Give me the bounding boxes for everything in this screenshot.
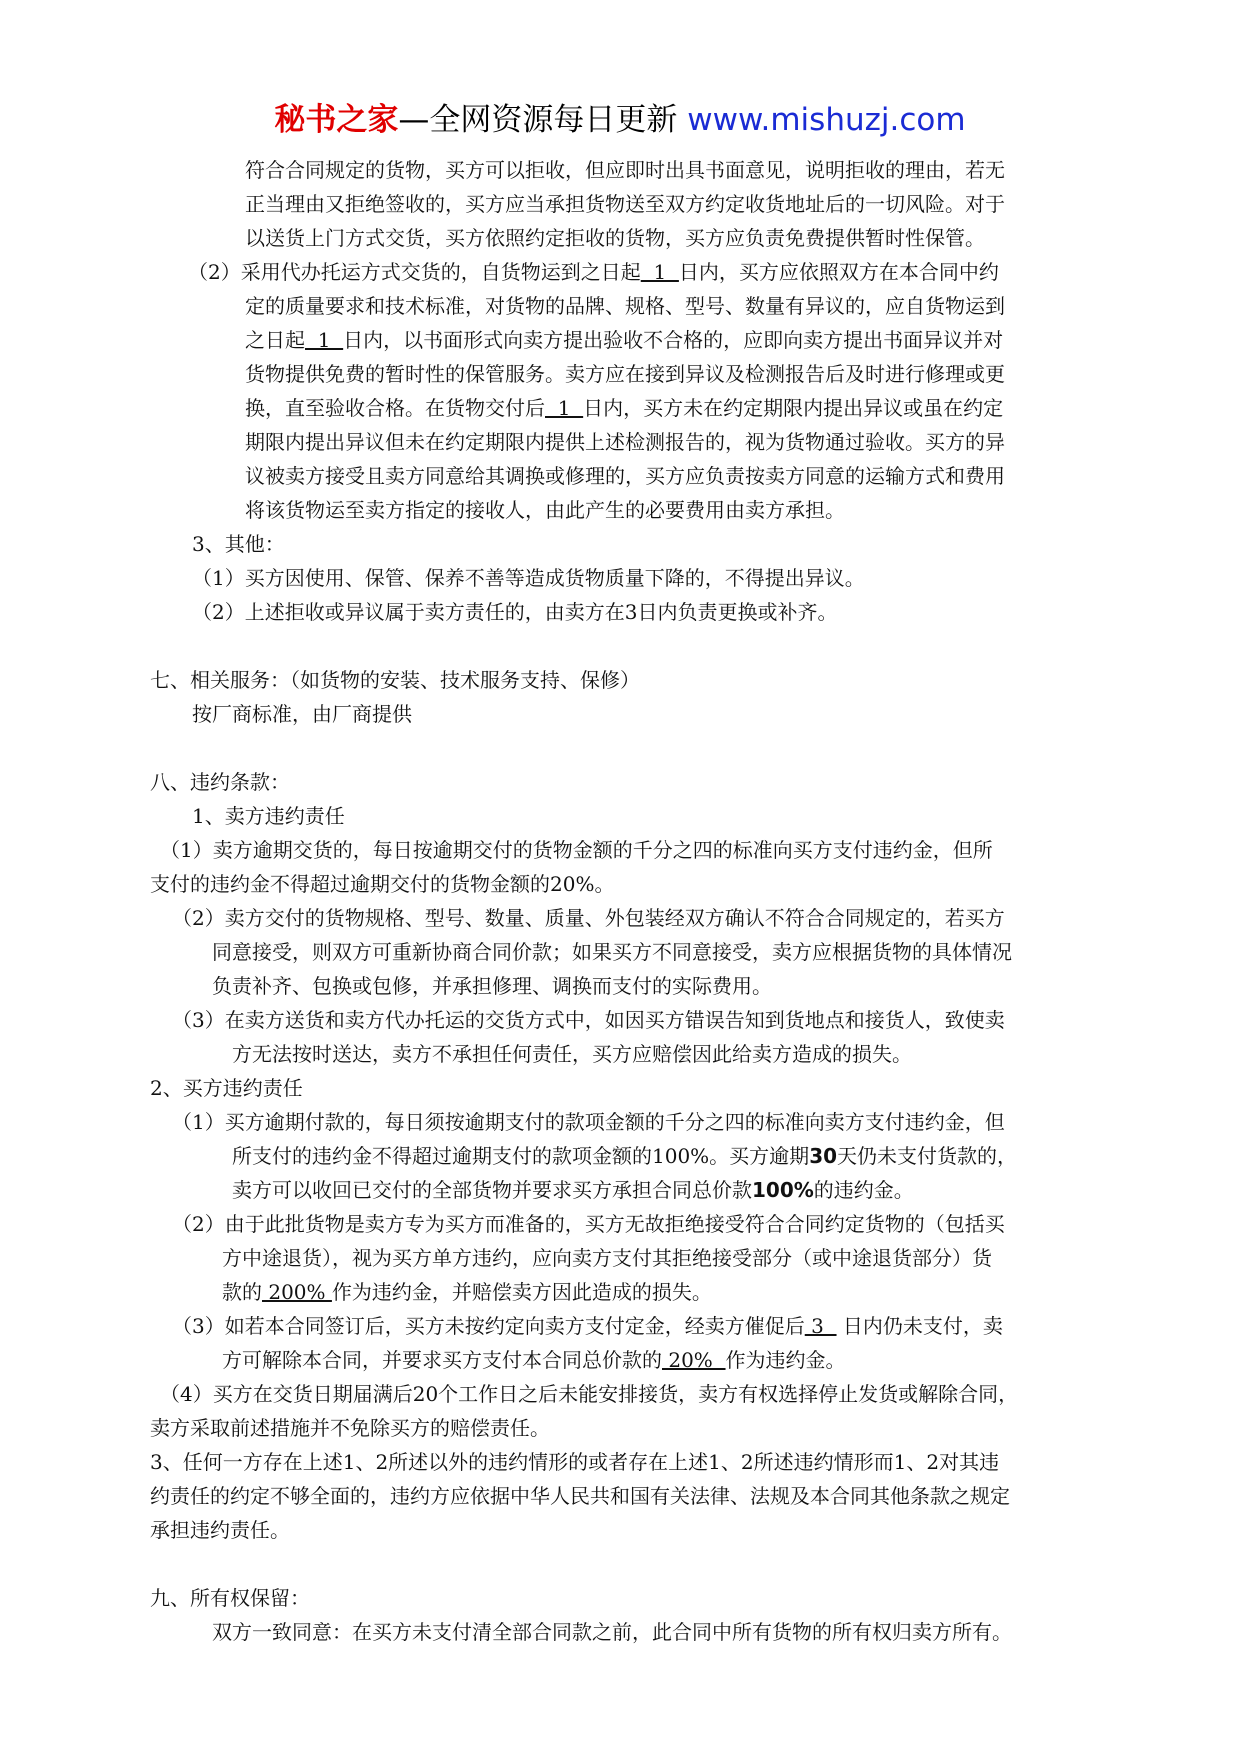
text-line: 期限内提出异议但未在约定期限内提供上述检测报告的，视为货物通过验收。买方的异 — [245, 430, 1005, 454]
text-segment: 日内，买方应依照双方在本合同中约 — [678, 260, 999, 284]
text-line — [222, 1278, 712, 1306]
text-segment: 方可解除本合同，并要求买方支付本合同总价款的 — [222, 1348, 662, 1372]
text-line: 方中途退货），视为买方单方违约，应向卖方支付其拒绝接受部分（或中途退货部分）货 — [222, 1246, 992, 1270]
text-line: （2）卖方交付的货物规格、型号、数量、质量、外包装经双方确认不符合合同规定的，若买方 — [172, 906, 1005, 930]
text-line: （2）由于此批货物是卖方专为买方而准备的，买方无故拒绝接受符合合同约定货物的（包括买 — [172, 1212, 1005, 1236]
text-segment: 日内仍未支付，卖 — [836, 1314, 1003, 1338]
underlined-blank: 1 — [305, 328, 344, 352]
text-segment: 作为违约金。 — [725, 1348, 846, 1372]
header-brand: 秘书之家 — [274, 102, 399, 138]
header-tagline: —全网资源每日更新 — [398, 102, 688, 138]
text-line: （1）买方逾期付款的，每日须按逾期支付的款项金额的千分之四的标准向卖方支付违约金，但 — [172, 1110, 1005, 1134]
text-segment: 天仍未支付货款的， — [837, 1144, 1018, 1168]
text-line: 支付的违约金不得超过逾期交付的货物金额的20%。 — [150, 872, 615, 896]
underlined-blank: 1 — [640, 260, 679, 284]
text-line: 承担违约责任。 — [150, 1518, 290, 1542]
section-heading: 八、违约条款： — [150, 770, 290, 794]
text-line — [188, 258, 999, 286]
text-line — [245, 326, 1003, 354]
text-segment: 换，直至验收合格。在货物交付后 — [245, 396, 545, 420]
text-line: 将该货物运至卖方指定的接收人，由此产生的必要费用由卖方承担。 — [245, 498, 845, 522]
bold-value: 30 — [809, 1144, 838, 1168]
text-segment: 卖方可以收回已交付的全部货物并要求买方承担合同总价款 — [232, 1178, 752, 1202]
text-line: 议被卖方接受且卖方同意给其调换或修理的，买方应负责按卖方同意的运输方式和费用 — [245, 464, 1005, 488]
text-line — [232, 1176, 914, 1204]
text-segment: 所支付的违约金不得超过逾期支付的款项金额的100%。买方逾期 — [232, 1144, 810, 1168]
text-line: 正当理由又拒绝签收的，买方应当承担货物送至双方约定收货地址后的一切风险。对于 — [245, 192, 1005, 216]
text-line: 3、任何一方存在上述1、2所述以外的违约情形的或者存在上述1、2所述违约情形而1、2对其违 — [150, 1450, 1000, 1474]
text-line: （1）买方因使用、保管、保养不善等造成货物质量下降的，不得提出异议。 — [192, 566, 865, 590]
text-line: （1）卖方逾期交货的，每日按逾期交付的货物金额的千分之四的标准向买方支付违约金，但所 — [160, 838, 993, 862]
underlined-blank: 20% — [662, 1348, 726, 1372]
text-segment: 款的 — [222, 1280, 262, 1304]
text-segment: （3）如若本合同签订后，买方未按约定向卖方支付定金，经卖方催促后 — [172, 1314, 805, 1338]
header-url[interactable]: www.mishuzj.com — [687, 102, 966, 138]
text-line: 负责补齐、包换或包修，并承担修理、调换而支付的实际费用。 — [212, 974, 772, 998]
subsection-heading: 3、其他： — [192, 532, 285, 556]
text-line — [232, 1142, 1017, 1170]
text-segment: 日内，买方未在约定期限内提出异议或虽在约定 — [583, 396, 1004, 420]
text-line: 按厂商标准，由厂商提供 — [192, 702, 412, 726]
underlined-blank: 3 — [804, 1314, 837, 1338]
text-line: 双方一致同意：在买方未支付清全部合同款之前，此合同中所有货物的所有权归卖方所有。 — [212, 1620, 1012, 1644]
text-line: 货物提供免费的暂时性的保管服务。卖方应在接到异议及检测报告后及时进行修理或更 — [245, 362, 1005, 386]
text-line: 符合合同规定的货物，买方可以拒收，但应即时出具书面意见，说明拒收的理由，若无 — [245, 158, 1005, 182]
underlined-blank: 1 — [545, 396, 584, 420]
text-line — [222, 1346, 846, 1374]
bold-value: 100% — [752, 1178, 814, 1202]
text-segment: 之日起 — [245, 328, 305, 352]
text-line: 卖方采取前述措施并不免除买方的赔偿责任。 — [150, 1416, 550, 1440]
text-line: 同意接受，则双方可重新协商合同价款；如果买方不同意接受，卖方应根据货物的具体情况 — [212, 940, 1012, 964]
text-line: 定的质量要求和技术标准，对货物的品牌、规格、型号、数量有异议的，应自货物运到 — [245, 294, 1005, 318]
section-heading: 九、所有权保留： — [150, 1586, 310, 1610]
text-segment: （2）采用代办托运方式交货的，自货物运到之日起 — [188, 260, 641, 284]
text-segment: 的违约金。 — [813, 1178, 914, 1202]
text-line — [172, 1312, 1003, 1340]
text-line: （2）上述拒收或异议属于卖方责任的，由卖方在3日内负责更换或补齐。 — [192, 600, 838, 624]
subsection-heading: 1、卖方违约责任 — [192, 804, 345, 828]
underlined-blank: 200% — [262, 1280, 332, 1304]
text-segment: 日内，以书面形式向卖方提出验收不合格的，应即向卖方提出书面异议并对 — [343, 328, 1004, 352]
text-line: 方无法按时送达，卖方不承担任何责任，买方应赔偿因此给卖方造成的损失。 — [232, 1042, 912, 1066]
site-header — [0, 100, 1240, 140]
text-line: 以送货上门方式交货，买方依照约定拒收的货物，买方应负责免费提供暂时性保管。 — [245, 226, 985, 250]
text-line — [245, 394, 1003, 422]
text-segment: 作为违约金，并赔偿卖方因此造成的损失。 — [331, 1280, 712, 1304]
text-line: （4）买方在交货日期届满后20个工作日之后未能安排接货，卖方有权选择停止发货或解除合同， — [160, 1382, 1019, 1406]
text-line: （3）在卖方送货和卖方代办托运的交货方式中，如因买方错误告知到货地点和接货人，致使卖 — [172, 1008, 1005, 1032]
subsection-heading: 2、买方违约责任 — [150, 1076, 303, 1100]
text-line: 约责任的约定不够全面的，违约方应依据中华人民共和国有关法律、法规及本合同其他条款之规定 — [150, 1484, 1010, 1508]
section-heading: 七、相关服务：（如货物的安装、技术服务支持、保修） — [150, 668, 640, 692]
